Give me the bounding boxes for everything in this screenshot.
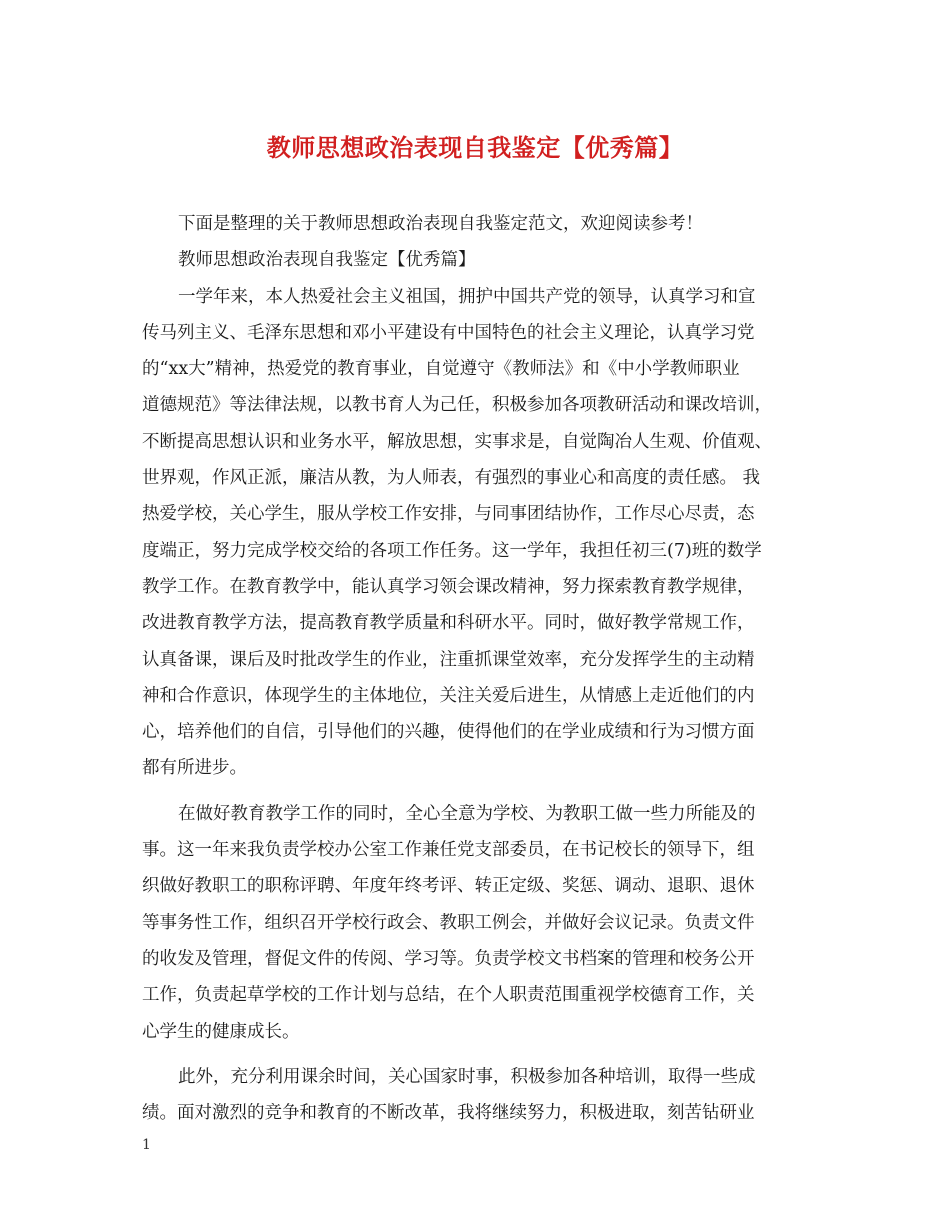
paragraph-gap: [142, 787, 822, 796]
paragraph-3-line-14: 都有所进步。: [142, 758, 247, 779]
paragraph-3-line-7: 热爱学校，关心学生，服从学校工作安排，与同事团结协作，工作尽心尽责，态: [142, 504, 755, 525]
page-number: 1: [142, 1137, 151, 1153]
document-title: 教师思想政治表现自我鉴定【优秀篇】: [266, 133, 684, 162]
paragraph-3-line-12: 神和合作意识，体现学生的主体地位，关注关爱后进生，从情感上走近他们的内: [142, 685, 755, 706]
paragraph-5-line-1: 此外，充分利用课余时间，关心国家时事，积极参加各种培训，取得一些成: [178, 1066, 756, 1087]
paragraph-3-line-3: 的“xx大”精神，热爱党的教育事业，自觉遵守《教师法》和《中小学教师职业: [142, 359, 740, 380]
paragraph-3-line-2: 传马列主义、毛泽东思想和邓小平建设有中国特色的社会主义理论，认真学习党: [142, 322, 755, 343]
paragraph-1-line-1: 下面是整理的关于教师思想政治表现自我鉴定范文，欢迎阅读参考！: [178, 214, 703, 234]
paragraph-3-line-13: 心，培养他们的自信，引导他们的兴趣，使得他们的在学业成绩和行为习惯方面: [142, 722, 755, 743]
paragraph-gap: [142, 1050, 822, 1059]
paragraph-3-line-4: 道德规范》等法律法规，以教书育人为己任，积极参加各项教研活动和课改培训，: [142, 395, 772, 416]
paragraph-3-line-6: 世界观，作风正派，廉洁从教，为人师表，有强烈的事业心和高度的责任感。 我: [142, 468, 761, 489]
paragraph-4-line-1: 在做好教育教学工作的同时，全心全意为学校、为教职工做一些力所能及的: [178, 803, 756, 824]
paragraph-3-line-9: 教学工作。在教育教学中，能认真学习领会课改精神，努力探索教育教学规律，: [142, 576, 755, 597]
paragraph-3-line-1: 一学年来，本人热爱社会主义祖国，拥护中国共产党的领导，认真学习和宣: [178, 286, 756, 307]
paragraph-3-line-5: 不断提高思想认识和业务水平，解放思想，实事求是，自觉陶冶人生观、价值观、: [142, 431, 772, 452]
paragraph-4-line-2: 事。这一年来我负责学校办公室工作兼任党支部委员，在书记校长的领导下，组: [142, 840, 755, 861]
paragraph-4-line-6: 工作，负责起草学校的工作计划与总结，在个人职责范围重视学校德育工作，关: [142, 985, 755, 1006]
paragraph-5-line-2: 绩。面对激烈的竞争和教育的不断改革，我将继续努力，积极进取，刻苦钻研业: [142, 1103, 755, 1124]
paragraph-2-line-1: 教师思想政治表现自我鉴定【优秀篇】: [178, 250, 476, 271]
paragraph-4-line-5: 的收发及管理，督促文件的传阅、学习等。负责学校文书档案的管理和校务公开: [142, 948, 755, 969]
paragraph-3-line-11: 认真备课，课后及时批改学生的作业，注重抓课堂效率，充分发挥学生的主动精: [142, 649, 755, 670]
paragraph-4-line-4: 等事务性工作，组织召开学校行政会、教职工例会，并做好会议记录。负责文件: [142, 912, 755, 933]
document-body: [142, 206, 822, 1131]
paragraph-3-line-8: 度端正，努力完成学校交给的各项工作任务。这一学年，我担任初三(7)班的数学: [142, 540, 762, 561]
paragraph-4-line-7: 心学生的健康成长。: [142, 1021, 300, 1042]
paragraph-4-line-3: 织做好教职工的职称评聘、年度年终考评、转正定级、奖惩、调动、退职、退休: [142, 876, 755, 897]
paragraph-3-line-10: 改进教育教学方法，提高教育教学质量和科研水平。同时，做好教学常规工作，: [142, 613, 755, 634]
